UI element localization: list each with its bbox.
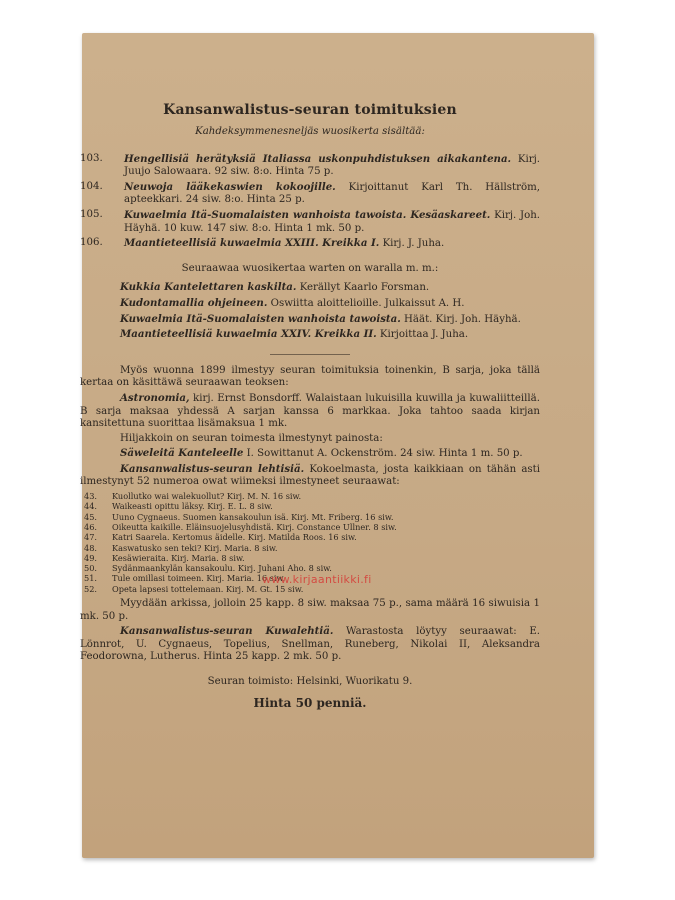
item-title: Kukkia Kantelettaren kaskilta. xyxy=(120,281,297,294)
list-item xyxy=(80,297,540,311)
item-text: Kaswatusko sen teki? Kirj. Maria. 8 siw. xyxy=(112,542,278,553)
item-text: Kesäwieraita. Kirj. Maria. 8 siw. xyxy=(112,552,245,563)
list-item xyxy=(80,181,540,207)
item-text: Waikeasti opittu läksy. Kirj. E. L. 8 siw. xyxy=(112,501,273,512)
item-title: Kuwaelmia Itä-Suomalaisten wanhoista tawoista. xyxy=(120,312,401,325)
kuwalehtia-paragraph xyxy=(80,625,540,664)
lehtisia-title: Kansanwalistus-seuran lehtisiä. xyxy=(120,462,305,475)
item-details: Kerällyt Kaarlo Forsman. xyxy=(299,282,430,294)
list-item xyxy=(80,553,540,563)
entry-details: Kirj. Juujo Salowaara. 92 siw. 8:o. Hinta 75 p. xyxy=(124,153,540,178)
next-year-intro: Seuraawaa wuosikertaa warten on waralla m. m.: xyxy=(181,262,439,274)
page-title: Kansanwalistus-seuran toimituksien xyxy=(163,102,457,118)
next-year-list xyxy=(80,281,540,341)
item-number: 52. xyxy=(84,583,98,594)
list-item xyxy=(80,237,540,251)
item-text: Oikeutta kaikille. Eläinsuojelusyhdistä. Kirj. Constance Ullner. 8 siw. xyxy=(112,521,397,532)
price-label: Hinta 50 penniä. xyxy=(253,695,367,710)
entry-details: Kirj. Joh. Häyhä. 10 kuw. 147 siw. 8:o. Hinta 1 mk. 50 p. xyxy=(124,209,540,234)
saweleita-details: I. Sowittanut A. Ockenström. 24 siw. Hinta 1 m. 50 p. xyxy=(246,448,523,460)
lehtisia-paragraph xyxy=(80,463,540,489)
item-number: 46. xyxy=(84,521,98,532)
watermark-text: www.kirjaantiikki.fi xyxy=(262,573,372,586)
item-title: Kudontamallia ohjeineen. xyxy=(120,296,268,309)
astronomia-details: kirj. Ernst Bonsdorff. Walaistaan lukuisilla kuwilla ja kuwaliitteillä. B sarja maksaa yhdessä A sarjan kanssa 6 markkaa. Joka tahtoo saada kirjan kansitettuna suorittaa lisämaksua 1 mk. xyxy=(80,392,540,430)
item-number: 51. xyxy=(84,573,98,584)
entry-details: Kirjoittanut Karl Th. Hällström, apteekkari. 24 siw. 8:o. Hinta 25 p. xyxy=(124,181,541,206)
item-details: Oswiitta aloittelioille. Julkaissut A. H. xyxy=(270,297,465,309)
entries-list xyxy=(80,153,540,251)
item-number: 44. xyxy=(84,501,98,512)
list-item xyxy=(80,281,540,295)
entry-title: Maantieteellisiä kuwaelmia XXIII. Kreikka I. xyxy=(124,237,380,250)
item-number: 47. xyxy=(84,532,98,543)
item-details: Kirjoittaa J. Juha. xyxy=(379,329,469,341)
entry-number: 105. xyxy=(80,208,103,220)
item-number: 45. xyxy=(84,511,98,522)
item-text: Katri Saarela. Kertomus äidelle. Kirj. Matilda Roos. 16 siw. xyxy=(112,532,357,543)
item-number: 43. xyxy=(84,491,98,502)
astronomia-title: Astronomia, xyxy=(120,391,190,404)
entry-title: Neuwoja lääkekaswien kokoojille. xyxy=(124,180,336,193)
entry-number: 103. xyxy=(80,152,103,164)
item-number: 49. xyxy=(84,552,98,563)
cover-text xyxy=(80,92,540,709)
item-text: Opeta lapsesi tottelemaan. Kirj. M. Gt. 15 siw. xyxy=(112,583,304,594)
item-details: Häät. Kirj. Joh. Häyhä. xyxy=(404,313,521,325)
list-item xyxy=(80,512,540,522)
entry-title: Kuwaelmia Itä-Suomalaisten wanhoista tawoista. Kesäaskareet. xyxy=(124,208,491,221)
b-series-text: Myös wuonna 1899 ilmestyy seuran toimituksia toinenkin, B sarja, joka tällä kertaa on käsittäwä seuraawan teoksen: xyxy=(80,364,540,389)
item-text: Tule omillasi toimeen. Kirj. Maria. 16 siw. xyxy=(112,573,286,584)
entry-title: Hengellisiä herätyksiä Italiassa uskonpuhdistuksen aikakantena. xyxy=(124,152,512,165)
list-item xyxy=(80,153,540,179)
entry-number: 104. xyxy=(80,180,103,192)
list-item xyxy=(80,501,540,511)
item-number: 50. xyxy=(84,563,98,574)
list-item xyxy=(80,543,540,553)
list-item xyxy=(80,209,540,235)
lehtisia-details: Kokoelmasta, josta kaikkiaan on tähän asti ilmestynyt 52 numeroa owat wiimeksi ilmestyneet seuraawat: xyxy=(80,463,540,488)
list-item xyxy=(80,491,540,501)
list-item xyxy=(80,522,540,532)
item-text: Kuollutko wai walekuollut? Kirj. M. N. 16 siw. xyxy=(112,491,302,502)
item-text: Sydänmaankylän kansakoulu. Kirj. Juhani Aho. 8 siw. xyxy=(112,563,332,574)
office-address: Seuran toimisto: Helsinki, Wuorikatu 9. xyxy=(207,676,413,687)
list-item xyxy=(80,532,540,542)
item-title: Maantieteellisiä kuwaelmia XXIV. Kreikka II. xyxy=(120,328,377,341)
entry-details: Kirj. J. Juha. xyxy=(382,238,445,250)
item-text: Uuno Cygnaeus. Suomen kansakoulun isä. Kirj. Mt. Friberg. 16 siw. xyxy=(112,511,394,522)
list-item xyxy=(80,328,540,342)
kuwalehtia-details: Warastosta löytyy seuraawat: E. Lönnrot, U. Cygnaeus, Topelius, Snellman, Runeberg, Nikolai II, Aleksandra Feodorowna, Lutherus. Hinta 25 kapp. 2 mk. 50 p. xyxy=(80,626,540,663)
recent-intro: Hiljakkoin on seuran toimesta ilmestynyt painosta: xyxy=(120,432,383,444)
page-subtitle: Kahdeksymmenesneljäs wuosikerta sisältää: xyxy=(195,126,425,137)
list-item xyxy=(80,563,540,573)
sale-text: Myydään arkissa, jolloin 25 kapp. 8 siw. maksaa 75 p., sama määrä 16 siwuisia 1 mk. 50 p. xyxy=(80,598,540,622)
astronomia-paragraph xyxy=(80,392,540,431)
saweleita-paragraph xyxy=(80,447,540,461)
item-number: 48. xyxy=(84,542,98,553)
section-divider xyxy=(270,354,350,355)
list-item xyxy=(80,313,540,327)
kuwalehtia-title: Kansanwalistus-seuran Kuwalehtiä. xyxy=(120,625,334,638)
entry-number: 106. xyxy=(80,237,103,249)
saweleita-title: Säweleitä Kanteleelle xyxy=(120,447,244,460)
